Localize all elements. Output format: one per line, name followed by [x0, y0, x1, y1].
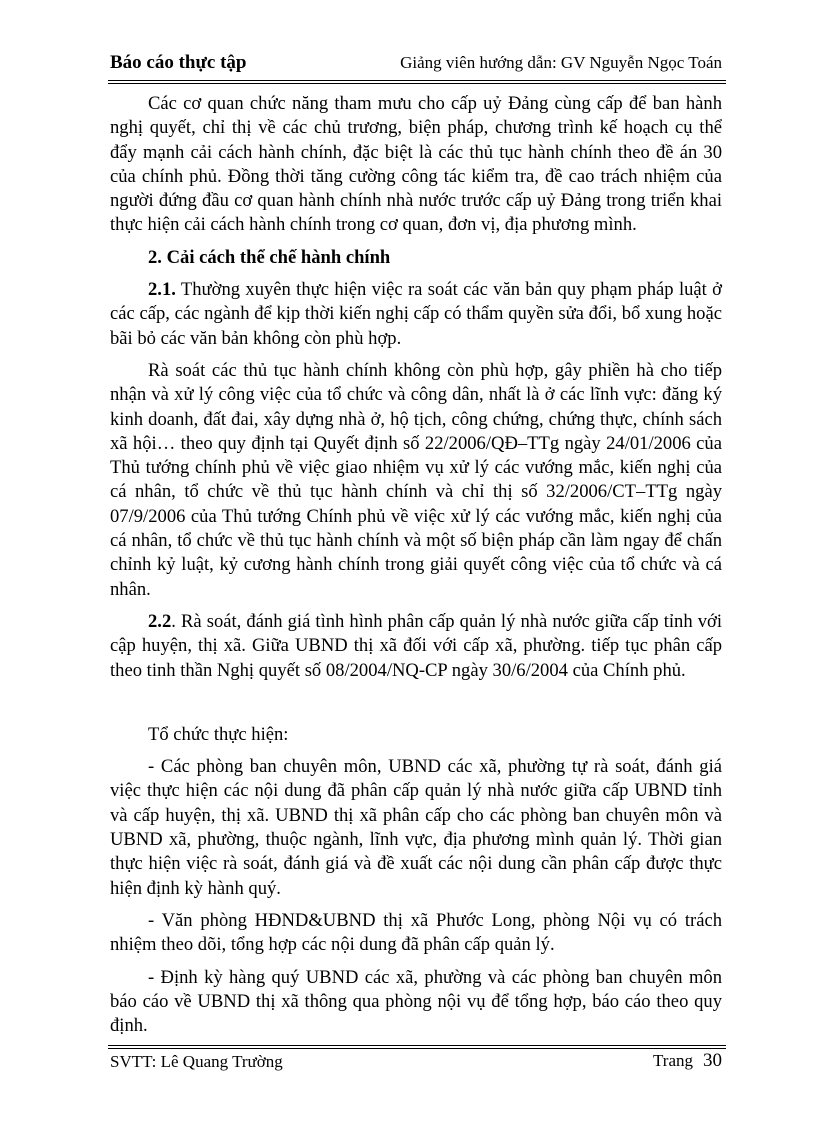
paragraph-2-1 — [110, 278, 722, 351]
paragraph-quarterly: - Định kỳ hàng quý UBND các xã, phường và các phòng ban chuyên môn báo cáo về UBND thị xã thông qua phòng nội vụ để tổng hợp, báo cáo theo quy định. — [110, 966, 722, 1037]
paragraph-2-2 — [110, 610, 722, 683]
paragraph-implementation-title: Tổ chức thực hiện: — [148, 723, 289, 745]
paragraph-review-procedures: Rà soát các thủ tục hành chính không còn phù hợp, gây phiền hà cho tiếp nhận và xử lý công việc của tổ chức và công dân, nhất là ở các lĩnh vực: đăng ký kinh doanh, đất đai, xây dựng nhà ở, hộ tịch, công chứng, chứng thực, chính sách xã hội… theo quy định tại Quyết định số 22/2006/QĐ–TTg ngày 24/01/2006 của Thủ tướng chính phủ về việc giao nhiệm vụ xử lý các vướng mắc, kiến nghị của cá nhân, tổ chức về thủ tục hành chính và chỉ thị số 32/2006/CT–TTg ngày 07/9/2006 của Thủ tướng Chính phủ về việc xử lý các vướng mắc, kiến nghị của cá nhân, tổ chức về thủ tục hành chính và một số biện pháp cần làm ngay để chấn chỉnh kỷ luật, kỷ cương hành chính trong giải quyết công việc của tổ chức và cá nhân. — [110, 359, 722, 600]
footer-divider — [108, 1045, 726, 1049]
item-number-2-2: 2.2 — [148, 610, 172, 632]
section-heading: 2. Cải cách thể chế hành chính — [148, 246, 391, 268]
page-header — [110, 50, 722, 76]
paragraph-departments: - Các phòng ban chuyên môn, UBND các xã, phường tự rà soát, đánh giá việc thực hiện các nội dung đã phân cấp quản lý nhà nước giữa cấp UBND tỉnh và cấp huyện, thị xã. UBND thị xã phân cấp cho các phòng ban chuyên môn và UBND xã, phường, thuộc ngành, lĩnh vực, địa phương mình quản lý. Thời gian thực hiện việc rà soát, đánh giá và đề xuất các nội dung cần phân cấp được thực hiện định kỳ hành quý. — [110, 756, 722, 899]
header-divider — [108, 80, 726, 84]
item-number-2-1: 2.1. — [148, 279, 176, 301]
paragraph-2-2-text: . Rà soát, đánh giá tình hình phân cấp quản lý nhà nước giữa cấp tỉnh với cập huyện, thị xã. Giữa UBND thị xã đối với cấp xã, phường. tiếp tục phân cấp theo tinh thần Nghị quyết số 08/2004/NQ-CP ngày 30/6/2004 của Chính phủ. — [110, 610, 722, 681]
page-indicator — [653, 1050, 722, 1072]
page-body — [110, 92, 722, 1038]
paragraph-2-1-text: Thường xuyên thực hiện việc ra soát các văn bản quy phạm pháp luật ở các cấp, các ngành để kịp thời kiến nghị cấp có thẩm quyền sửa đổi, bổ xung hoặc bãi bỏ các văn bản không còn phù hợp. — [110, 279, 722, 349]
page-number: 30 — [703, 1050, 722, 1071]
report-title: Báo cáo thực tập — [110, 52, 247, 73]
student-name: SVTT: Lê Quang Trường — [110, 1052, 283, 1071]
paragraph-office: - Văn phòng HĐND&UBND thị xã Phước Long, phòng Nội vụ có trách nhiệm theo dõi, tổng hợp các nội dung đã phân cấp quản lý. — [110, 909, 722, 956]
paragraph-intro: Các cơ quan chức năng tham mưu cho cấp uỷ Đảng cùng cấp để ban hành nghị quyết, chỉ thị về các chủ trương, biện pháp, chương trình kế hoạch cụ thể đẩy mạnh cải cách hành chính, đặc biệt là các thủ tục hành chính theo đề án 30 của chính phủ. Đồng thời tăng cường công tác kiểm tra, đề cao trách nhiệm của người đứng đầu cơ quan hành chính nhà nước trước cấp uỷ Đảng trong triển khai thực hiện cải cách hành chính trong cơ quan, đơn vị, địa phương mình. — [110, 93, 722, 236]
supervisor-label: Giảng viên hướng dẫn: GV Nguyễn Ngọc Toán — [400, 53, 722, 72]
page-label: Trang — [653, 1051, 693, 1070]
